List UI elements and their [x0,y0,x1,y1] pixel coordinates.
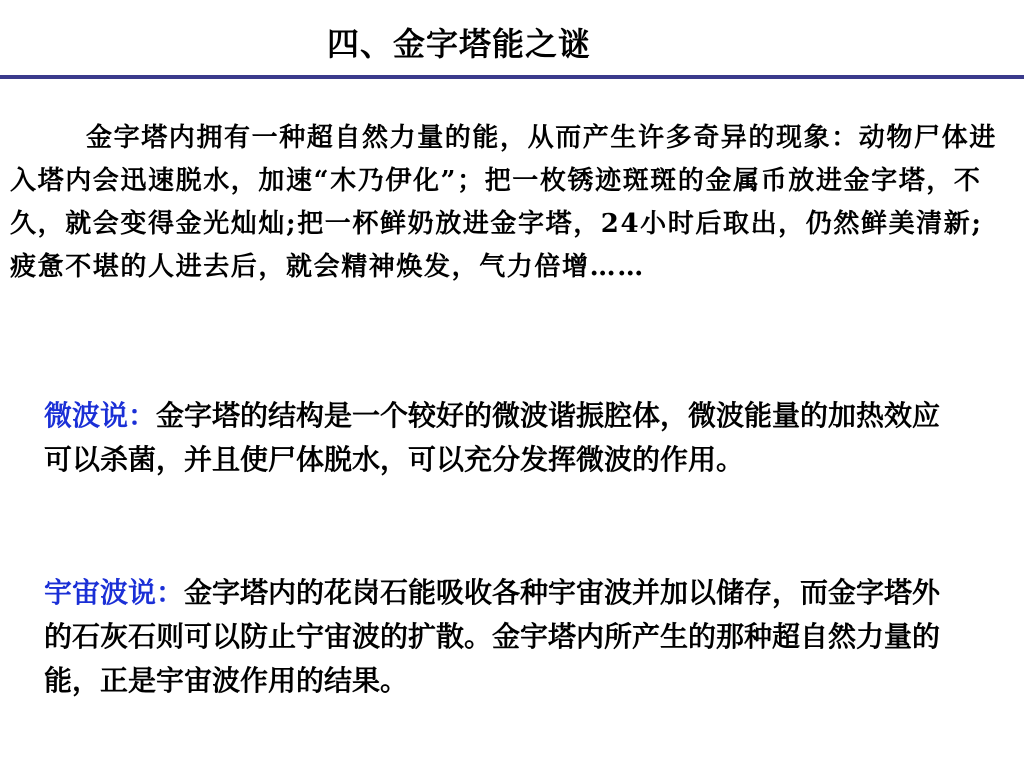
cosmic-wave-theory-paragraph [44,571,944,703]
microwave-theory-label: 微波说： [44,399,157,432]
microwave-theory-text: 金字塔的结构是一个较好的微波谐振腔体，微波能量的加热效应可以杀菌，并且使尸体脱水，可以充分发挥微波的作用。 [44,399,941,476]
slide-title: 四、金字塔能之谜 [326,25,591,63]
intro-paragraph: 金字塔内拥有一种超自然力量的能，从而产生许多奇异的现象：动物尸体进入塔内会迅速脱水，加速“木乃伊化”；把一枚锈迹斑斑的金属币放进金字塔，不久，就会变得金光灿灿;把一杯鲜奶放进金字塔，24小时后取出，仍然鲜美清新;疲惫不堪的人进去后，就会精神焕发，气力倍增…… [10,123,997,282]
cosmic-wave-theory-label: 宇宙波说： [44,576,185,609]
cosmic-wave-theory-text: 金字塔内的花岗石能吸收各种宇宙波并加以储存，而金字塔外的石灰石则可以防止宁宙波的扩散。金宇塔内所产生的那种超自然力量的能，正是宇宙波作用的结果。 [44,576,941,697]
title-divider [0,75,1024,79]
microwave-theory-paragraph [44,394,944,482]
